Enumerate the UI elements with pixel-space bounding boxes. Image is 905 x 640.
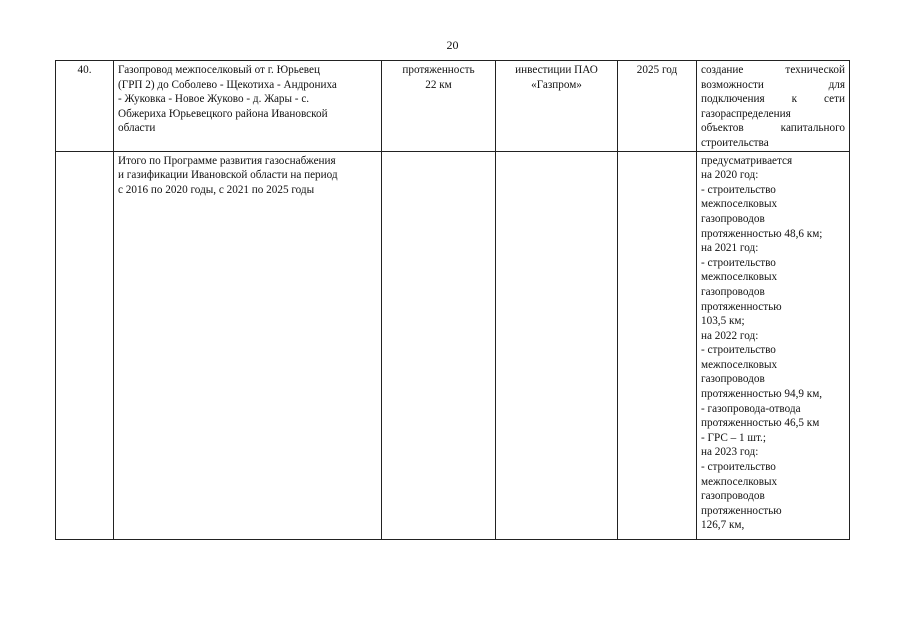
purpose-line: протяженностью 48,6 км;: [701, 227, 823, 240]
purpose-line: газопроводов: [701, 285, 765, 298]
purpose-cell: [697, 151, 850, 539]
object-name-line: Обжериха Юрьевецкого района Ивановской: [118, 107, 328, 120]
purpose-line: на 2022 год:: [701, 329, 759, 342]
table-row: [56, 151, 850, 539]
purpose-line: межпоселковых: [701, 358, 778, 371]
purpose-line: газопроводов: [701, 212, 765, 225]
purpose-line: - газопровода-отвода: [701, 402, 801, 415]
purpose-line: - ГРС – 1 шт.;: [701, 431, 766, 444]
purpose-line: протяженностью 46,5 км: [701, 417, 820, 430]
row-number-cell: [56, 151, 114, 539]
object-name-line: (ГРП 2) до Соболево - Щекотиха - Андрониха: [118, 78, 337, 91]
year-cell: [618, 61, 697, 152]
program-table: [55, 60, 850, 540]
purpose-line: газопроводов: [701, 373, 765, 386]
financing-cell: [496, 151, 618, 539]
purpose-line: 103,5 км;: [701, 315, 745, 328]
total-name-line: с 2016 по 2020 годы, с 2021 по 2025 годы: [118, 183, 315, 196]
purpose-line: - строительство: [701, 183, 776, 196]
purpose-line: газораспределения: [701, 107, 791, 120]
length-value: 22 км: [425, 78, 452, 91]
page-number: 20: [446, 38, 459, 52]
purpose-line: протяженностью: [701, 300, 782, 313]
purpose-line: межпоселковых: [701, 475, 778, 488]
purpose-line: возможности для: [701, 78, 845, 91]
year-value: 2025 год: [636, 64, 678, 76]
object-name-line: - Жуковка - Новое Жуково - д. Жары - с.: [118, 93, 310, 106]
purpose-line: протяженностью: [701, 504, 782, 517]
purpose-line: на 2020 год:: [701, 169, 759, 182]
purpose-line: объектов капитального: [701, 122, 845, 135]
length-cell: [382, 151, 496, 539]
financing-cell: [496, 61, 618, 152]
total-name-cell: [114, 151, 382, 539]
total-name-line: Итого по Программе развития газоснабжения: [118, 154, 336, 167]
table-row: [56, 61, 850, 152]
financing-line: инвестиции ПАО: [515, 64, 598, 76]
purpose-line: предусматривается: [701, 154, 793, 167]
purpose-line: строительства: [701, 136, 769, 149]
row-number-cell: [56, 61, 114, 152]
purpose-line: на 2021 год:: [701, 242, 759, 255]
purpose-line: подключения к сети: [701, 93, 845, 106]
length-label: протяженность: [402, 64, 475, 76]
financing-line: «Газпром»: [531, 78, 582, 91]
purpose-line: - строительство: [701, 461, 776, 474]
row-number: 40.: [77, 64, 92, 76]
object-name-line: области: [118, 122, 156, 135]
purpose-line: 126,7 км,: [701, 519, 745, 532]
purpose-line: создание технической: [701, 64, 845, 76]
object-name-cell: [114, 61, 382, 152]
object-name-line: Газопровод межпоселковый от г. Юрьевец: [118, 64, 320, 76]
purpose-line: - строительство: [701, 344, 776, 357]
purpose-line: на 2023 год:: [701, 446, 759, 459]
length-cell: [382, 61, 496, 152]
purpose-cell: [697, 61, 850, 152]
purpose-line: газопроводов: [701, 490, 765, 503]
purpose-line: протяженностью 94,9 км,: [701, 388, 823, 401]
purpose-line: межпоселковых: [701, 198, 778, 211]
purpose-line: - строительство: [701, 256, 776, 269]
purpose-line: межпоселковых: [701, 271, 778, 284]
year-cell: [618, 151, 697, 539]
total-name-line: и газификации Ивановской области на период: [118, 169, 338, 182]
